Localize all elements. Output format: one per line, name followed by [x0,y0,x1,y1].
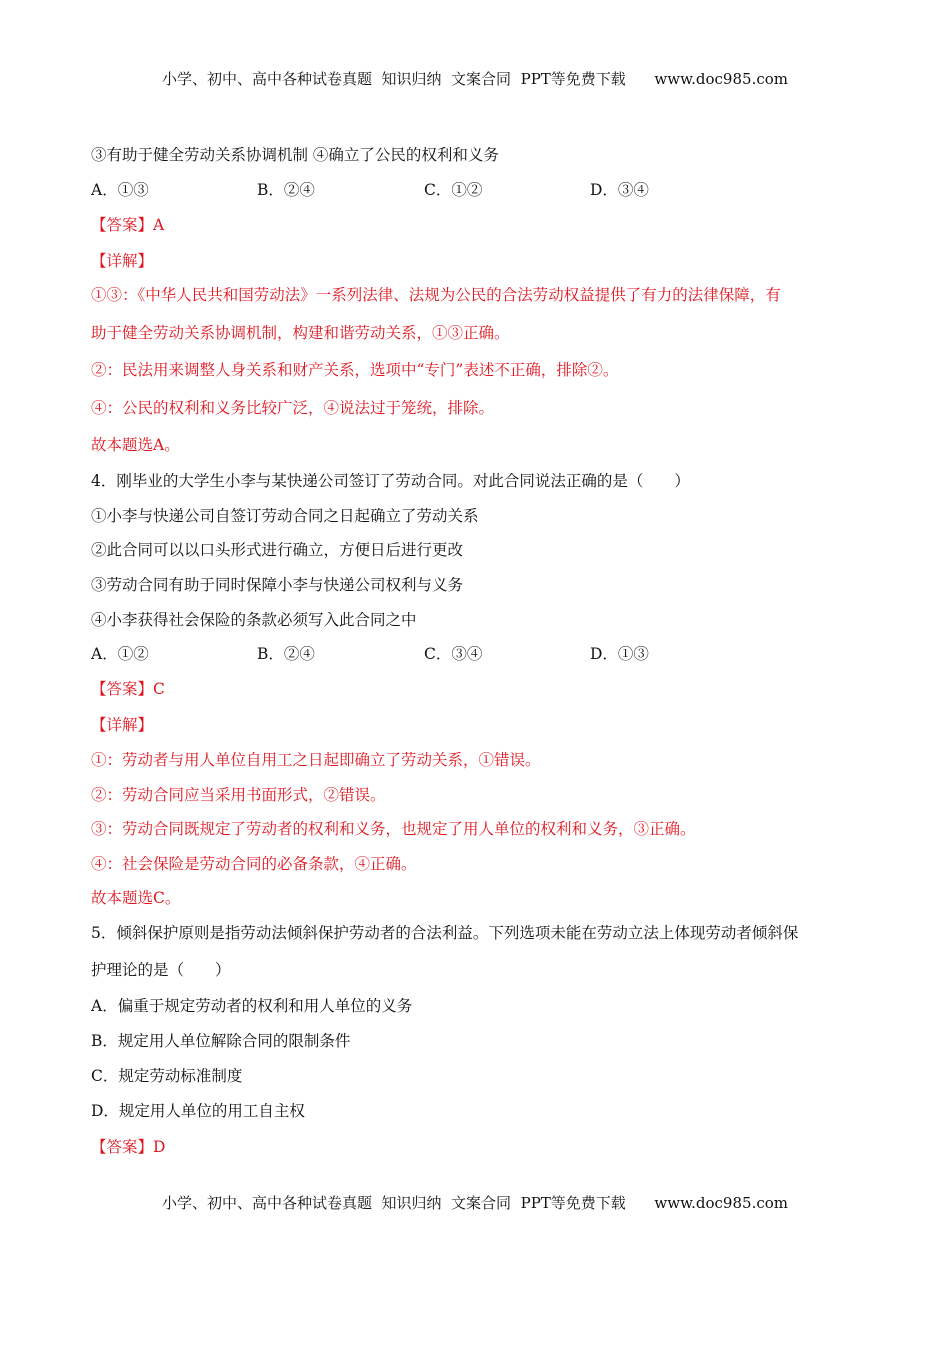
q4-statement: ①小李与快递公司自签订劳动合同之日起确立了劳动关系 [91,507,479,525]
q4-detail-line: ④：社会保险是劳动合同的必备条款，④正确。 [91,855,417,873]
q4-question: 4．刚毕业的大学生小李与某快递公司签订了劳动合同。对此合同说法正确的是（ ） [91,472,690,490]
q3-detail-line: ④：公民的权利和义务比较广泛，④说法过于笼统，排除。 [91,399,495,417]
q5-question: 5．倾斜保护原则是指劳动法倾斜保护劳动者的合法利益。下列选项未能在劳动立法上体现劳动者倾斜保 [91,924,799,942]
q4-detail-line: ②：劳动合同应当采用书面形式，②错误。 [91,786,386,804]
q4-answer: 【答案】C [91,680,165,698]
q4-detail-line: 故本题选C。 [91,889,181,907]
q5-question: 护理论的是（ ） [91,961,231,979]
q3-answer: 【答案】A [91,216,165,234]
q3-statement: ③有助于健全劳动关系协调机制 ④确立了公民的权利和义务 [91,146,499,164]
q3-detail-line: ①③：《中华人民共和国劳动法》一系列法律、法规为公民的合法劳动权益提供了有力的法律保障，有 [91,286,781,304]
q5-answer: 【答案】D [91,1138,166,1156]
page-footer: 小学、初中、高中各种试卷真题 知识归纳 文案合同 PPT等免费下载 www.doc985.com [161,1194,788,1212]
q4-option-d: D．①③ [590,645,649,663]
q3-detail-line: 助于健全劳动关系协调机制，构建和谐劳动关系，①③正确。 [91,324,510,342]
q4-option-c: C．③④ [424,645,483,663]
q5-option-c: C．规定劳动标准制度 [91,1067,243,1085]
q4-option-b: B．②④ [257,645,315,663]
q3-option-a: A．①③ [91,181,149,199]
q3-option-d: D．③④ [590,181,649,199]
q3-detail-label: 【详解】 [91,252,154,270]
q3-option-b: B．②④ [257,181,315,199]
page-header: 小学、初中、高中各种试卷真题 知识归纳 文案合同 PPT等免费下载 www.doc985.com [161,70,788,88]
q3-detail-line: ②：民法用来调整人身关系和财产关系，选项中“专门”表述不正确，排除②。 [91,361,619,379]
q5-option-d: D．规定用人单位的用工自主权 [91,1102,305,1120]
q4-option-a: A．①② [91,645,149,663]
q3-detail-line: 故本题选A。 [91,436,180,454]
q3-option-c: C．①② [424,181,483,199]
q5-option-a: A．偏重于规定劳动者的权利和用人单位的义务 [91,997,413,1015]
q4-statement: ③劳动合同有助于同时保障小李与快递公司权利与义务 [91,576,464,594]
q4-statement: ④小李获得社会保险的条款必须写入此合同之中 [91,611,417,629]
q5-option-b: B．规定用人单位解除合同的限制条件 [91,1032,351,1050]
q4-detail-line: ①：劳动者与用人单位自用工之日起即确立了劳动关系，①错误。 [91,751,541,769]
q4-statement: ②此合同可以以口头形式进行确立，方便日后进行更改 [91,541,464,559]
q4-detail-label: 【详解】 [91,716,154,734]
q4-detail-line: ③：劳动合同既规定了劳动者的权利和义务，也规定了用人单位的权利和义务，③正确。 [91,820,696,838]
